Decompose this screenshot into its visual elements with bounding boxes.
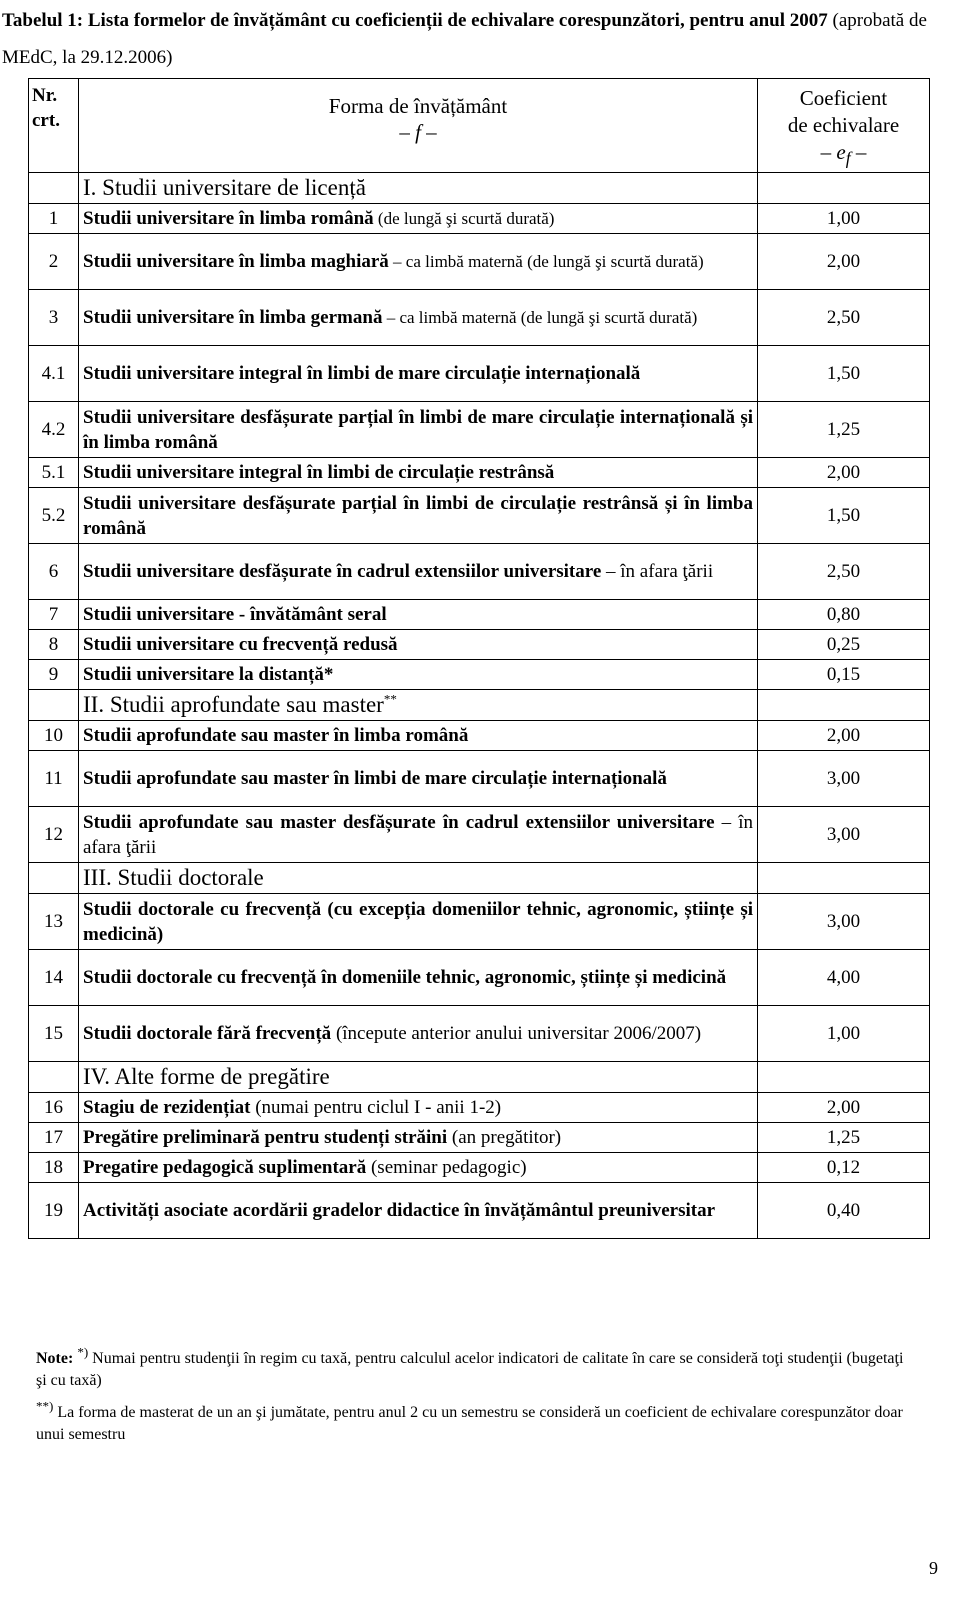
section-row [29,863,930,894]
table-row: 4.1 Studii universitare integral în limbi de mare circulație internațională 1,50 [29,346,930,402]
table-row: 6 Studii universitare desfășurate în cadrul extensiilor universitare – în afara ţării 2,50 [29,544,930,600]
table-row: 13 Studii doctorale cu frecvență (cu excepția domeniilor tehnic, agronomic, științe și medicină) 3,00 [29,894,930,950]
table-row: 17 Pregătire preliminară pentru studenți străini (an pregătitor) 1,25 [29,1123,930,1153]
document-title [2,2,942,76]
section-title: III. Studii doctorale [79,863,758,894]
table-row: 12 Studii aprofundate sau master desfășurate în cadrul extensiilor universitare – în afara ţării 3,00 [29,807,930,863]
equivalence-table [28,78,930,1239]
table-row: 15 Studii doctorale fără frecvență (începute anterior anului universitar 2006/2007) 1,00 [29,1006,930,1062]
title-bold: Tabelul 1: Lista formelor de învățământ cu coeficienții de echivalare corespunzători, pentru anul 2007 [2,10,828,31]
table-row: 5.1 Studii universitare integral în limbi de circulație restrânsă 2,00 [29,458,930,488]
table-header-row [29,79,930,173]
page-number: 9 [929,1558,938,1578]
table-row: 7 Studii universitare - învătământ seral 0,80 [29,600,930,630]
footnote-2: **) La forma de masterat de un an şi jumătate, pentru anul 2 cu un semestru se consideră un coeficient de echivalare corespunzător doar unui semestru [36,1398,903,1443]
footnote-1: Note: *) Numai pentru studenţii în regim cu taxă, pentru calculul acelor indicatori de calitate în care se consideră toţi studenţii (bugetaţi şi cu taxă) [36,1344,904,1389]
table-row: 11 Studii aprofundate sau master în limbi de mare circulație internațională 3,00 [29,751,930,807]
table-row: 2 Studii universitare în limba maghiară – ca limbă maternă (de lungă şi scurtă durată) 2,00 [29,234,930,290]
section-title: IV. Alte forme de pregătire [79,1062,758,1093]
section-row [29,690,930,721]
title-approval: (aprobată de MEdC, la 29.12.2006) [2,10,927,68]
section-row [29,1062,930,1093]
table-row: 16 Stagiu de rezidențiat (numai pentru ciclul I - anii 1-2) 2,00 [29,1093,930,1123]
table-row: 4.2 Studii universitare desfășurate parțial în limbi de mare circulație internațională și în limba română 1,25 [29,402,930,458]
table-row: 1 Studii universitare în limba română (de lungă şi scurtă durată) 1,00 [29,204,930,234]
table-row: 9 Studii universitare la distanță* 0,15 [29,660,930,690]
table-row: 14 Studii doctorale cu frecvență în domeniile tehnic, agronomic, științe și medicină 4,00 [29,950,930,1006]
footnotes [36,1344,916,1446]
header-coeficient: Coeficient de echivalare – $e_f$ – [758,79,930,173]
table-row: 8 Studii universitare cu frecvență redusă 0,25 [29,630,930,660]
table-row: 5.2 Studii universitare desfășurate parțial în limbi de circulație restrânsă și în limba română 1,50 [29,488,930,544]
table-row: 18 Pregatire pedagogică suplimentară (seminar pedagogic) 0,12 [29,1153,930,1183]
table-row: 3 Studii universitare în limba germană – ca limbă maternă (de lungă şi scurtă durată) 2,50 [29,290,930,346]
section-row [29,173,930,204]
section-title: I. Studii universitare de licență [79,173,758,204]
header-forma: Forma de învățământ – f – [79,79,758,173]
section-title: II. Studii aprofundate sau master** [79,690,758,721]
header-nr: Nr. crt. [29,79,79,173]
table-row: 10 Studii aprofundate sau master în limba română 2,00 [29,721,930,751]
table-row: 19 Activități asociate acordării gradelor didactice în învățământul preuniversitar 0,40 [29,1183,930,1239]
